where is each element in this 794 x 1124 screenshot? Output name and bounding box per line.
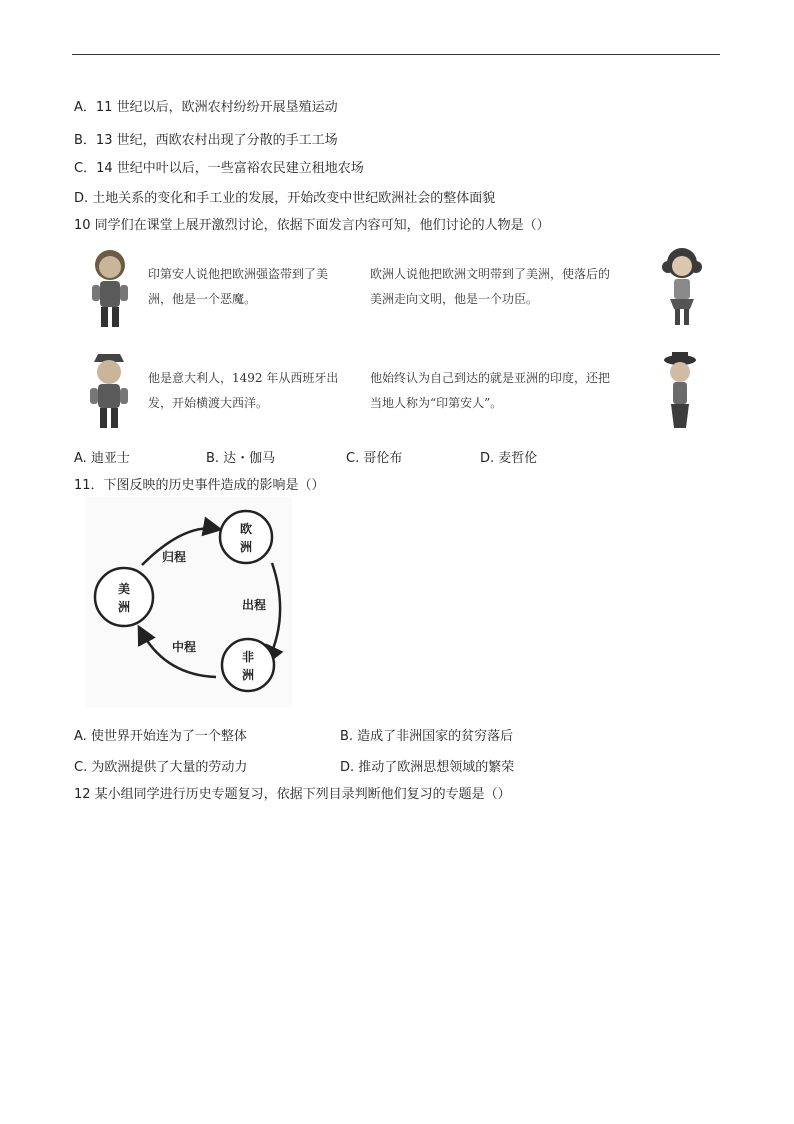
q11-option-c: C. 为欧洲提供了大量的劳动力 [74, 760, 248, 775]
q10-option-d: D. 麦哲伦 [480, 451, 538, 466]
return-leg-label: 归程 [162, 550, 187, 564]
q11-option-d: D. 推动了欧洲思想领域的繁荣 [340, 760, 515, 775]
q10-option-b: B. 达・伽马 [206, 451, 276, 466]
q9-option-a: A．11 世纪以后，欧洲农村纷纷开展垦殖运动 [74, 100, 338, 115]
q10-stem: 10 同学们在课堂上展开激烈讨论，依据下面发言内容可知，他们讨论的人物是（） [74, 218, 550, 233]
q11-option-a: A. 使世界开始连为了一个整体 [74, 729, 247, 744]
q9-option-d: D. 土地关系的变化和手工业的发展，开始改变中世纪欧洲社会的整体面貌 [74, 191, 496, 206]
speech-india-line-1: 他始终认为自己到达的就是亚洲的印度，还把 [370, 371, 611, 385]
speech-european-line-2: 美洲走向文明，他是一个功臣。 [370, 292, 539, 306]
africa-node [222, 639, 274, 691]
speech-indian [148, 262, 328, 312]
speech-india [370, 366, 610, 416]
q9-option-b: B．13 世纪，西欧农村出现了分散的手工工场 [74, 133, 338, 148]
europe-label-1: 欧 [240, 522, 253, 536]
speech-european [370, 262, 610, 312]
speech-european-line-1: 欧洲人说他把欧洲文明带到了美洲，使落后的 [370, 267, 611, 281]
america-node [95, 568, 153, 626]
europe-label-2: 洲 [240, 540, 253, 554]
speech-india-line-2: 当地人称为“印第安人”。 [370, 396, 503, 410]
africa-label-1: 非 [242, 650, 255, 664]
speech-indian-line-2: 洲，他是一个恶魔。 [148, 292, 257, 306]
middle-leg-label: 中程 [172, 640, 197, 654]
q10-option-c: C. 哥伦布 [346, 451, 403, 466]
africa-label-2: 洲 [242, 668, 255, 682]
q11-option-b: B. 造成了非洲国家的贫穷落后 [340, 729, 514, 744]
speech-indian-line-1: 印第安人说他把欧洲强盗带到了美 [148, 267, 329, 281]
outbound-leg-label: 出程 [242, 598, 267, 612]
q12-stem: 12 某小组同学进行历史专题复习，依据下列目录判断他们复习的专题是（） [74, 787, 511, 802]
q11-stem: 11．下图反映的历史事件造成的影响是（） [74, 478, 325, 493]
q9-option-c: C．14 世纪中叶以后，一些富裕农民建立租地农场 [74, 161, 364, 176]
triangular-trade-diagram [84, 495, 294, 710]
america-label-1: 美 [118, 582, 131, 596]
girl-figure-icon [660, 245, 704, 330]
speech-italian [148, 366, 338, 416]
header-rule [72, 54, 720, 55]
speech-italian-line-1: 他是意大利人，1492 年从西班牙出 [148, 371, 339, 385]
europe-node [220, 511, 272, 563]
boy-cap-figure-icon [86, 350, 132, 432]
america-label-2: 洲 [118, 600, 131, 614]
girl-hat-figure-icon [658, 350, 702, 432]
boy-figure-icon [88, 245, 132, 330]
speech-italian-line-2: 发，开始横渡大西洋。 [148, 396, 269, 410]
q10-option-a: A. 迪亚士 [74, 451, 130, 466]
